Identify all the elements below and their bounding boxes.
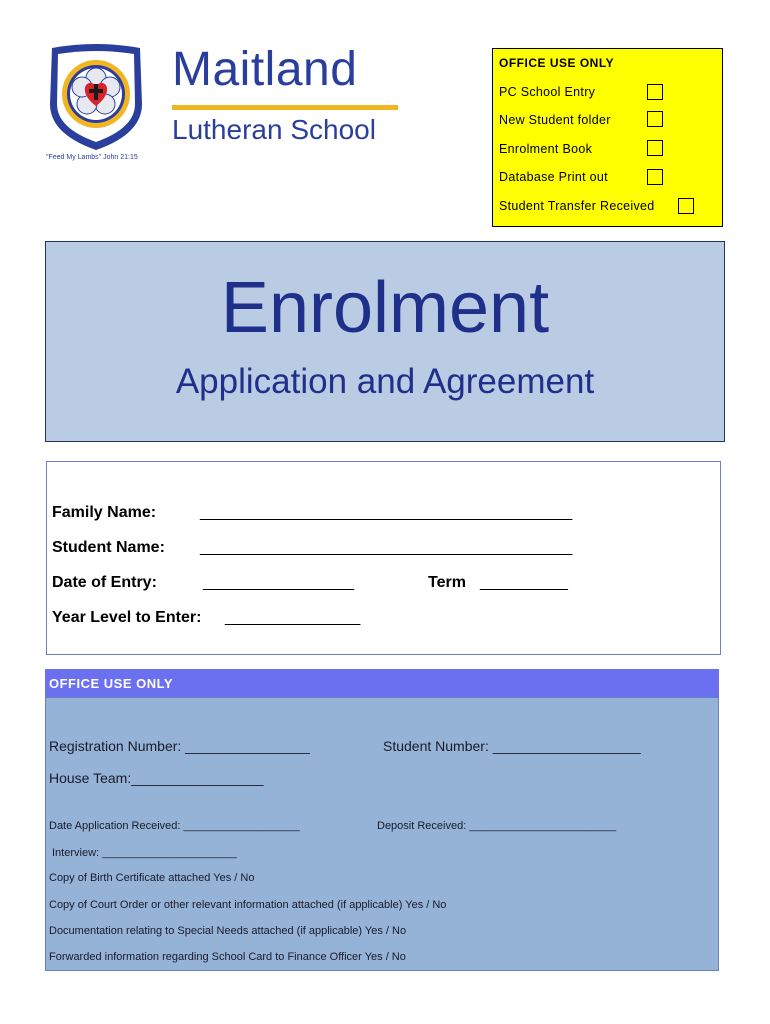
school-name: Maitland: [172, 43, 358, 96]
deposit-received-field[interactable]: Deposit Received: ________________________: [377, 820, 617, 832]
term-label: Term: [428, 574, 466, 591]
date-application-received-field[interactable]: Date Application Received: ___________________: [49, 820, 300, 832]
office-item-label: New Student folder: [499, 113, 611, 127]
student-name-field[interactable]: _______________________________________________: [200, 539, 572, 556]
page-title: Enrolment: [220, 268, 550, 348]
office-use-checklist: [492, 48, 723, 227]
office-item-label: Database Print out: [499, 170, 608, 184]
court-order-line: Copy of Court Order or other relevant information attached (if applicable) Yes / No: [49, 899, 447, 911]
student-transfer-received-checkbox[interactable]: [678, 198, 694, 214]
office-item-label: Student Transfer Received: [499, 199, 655, 213]
luther-rose-crest-icon: [44, 42, 148, 152]
office-use-panel: [45, 697, 719, 971]
special-needs-line: Documentation relating to Special Needs attached (if applicable) Yes / No: [49, 925, 407, 937]
term-field[interactable]: ___________: [480, 574, 567, 591]
birth-certificate-line: Copy of Birth Certificate attached Yes / No: [49, 872, 255, 884]
family-name-label: Family Name:: [52, 504, 157, 521]
page-subtitle: Application and Agreement: [175, 362, 595, 401]
school-card-line: Forwarded information regarding School Card to Finance Officer Yes / No: [49, 951, 406, 963]
office-use-header: OFFICE USE ONLY: [45, 669, 719, 697]
student-name-label: Student Name:: [52, 539, 165, 556]
enrolment-book-checkbox[interactable]: [647, 140, 663, 156]
office-item-label: Enrolment Book: [499, 142, 593, 156]
school-subtitle: Lutheran School: [172, 114, 376, 145]
date-of-entry-field[interactable]: ___________________: [203, 574, 354, 591]
new-student-folder-checkbox[interactable]: [647, 111, 663, 127]
registration-number-field[interactable]: Registration Number: ________________: [49, 738, 310, 754]
database-print-out-checkbox[interactable]: [647, 169, 663, 185]
date-of-entry-label: Date of Entry:: [52, 574, 157, 591]
enrolment-title-banner: [45, 241, 725, 442]
pc-school-entry-checkbox[interactable]: [647, 84, 663, 100]
student-details-section: [46, 461, 721, 655]
school-crest-logo: [44, 42, 148, 152]
school-motto: "Feed My Lambs" John 21:15: [46, 154, 138, 161]
family-name-field[interactable]: _______________________________________________: [200, 504, 572, 521]
logo-divider: [172, 105, 398, 110]
office-item-label: PC School Entry: [499, 85, 596, 99]
student-number-field[interactable]: Student Number: ___________________: [383, 738, 641, 754]
house-team-field[interactable]: House Team:_________________: [49, 770, 264, 786]
year-level-field[interactable]: _________________: [225, 609, 360, 626]
year-level-label: Year Level to Enter:: [52, 609, 202, 626]
interview-field[interactable]: Interview: ______________________: [52, 847, 237, 859]
office-use-title: OFFICE USE ONLY: [499, 56, 615, 70]
